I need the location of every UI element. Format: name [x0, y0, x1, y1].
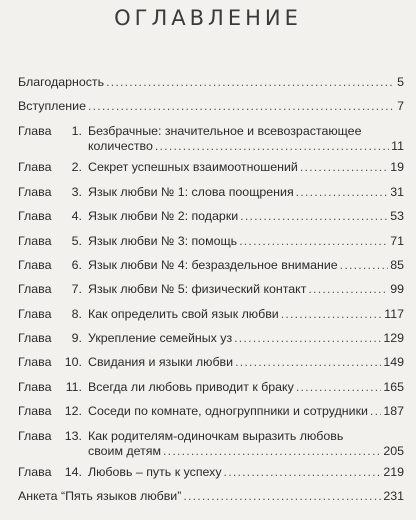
- toc-entry: [18, 75, 404, 90]
- page-number: 231: [383, 489, 404, 503]
- entry-title: Анкета “Пять языков любви”: [18, 489, 182, 503]
- page-number: 149: [383, 355, 404, 369]
- toc-line: [18, 75, 404, 90]
- toc-entry: [18, 307, 404, 322]
- page-number: 71: [390, 234, 404, 248]
- chapter-word: Глава: [18, 124, 52, 138]
- entry-title: Благодарность: [18, 75, 105, 89]
- chapter-number: 8.: [71, 307, 82, 321]
- toc-line: [18, 185, 404, 200]
- page-number: 205: [383, 444, 404, 458]
- dot-leader: [281, 307, 383, 322]
- entry-title: количество: [88, 139, 153, 153]
- entry-title: Вступление: [18, 99, 86, 113]
- dot-leader: [296, 380, 382, 395]
- entry-title: Язык любви № 1: слова поощрения: [88, 185, 294, 199]
- toc-line: [18, 465, 404, 480]
- chapter-number: 14.: [64, 465, 82, 479]
- toc-line: [18, 124, 404, 139]
- page-number: 129: [383, 331, 404, 345]
- dot-leader: [183, 489, 381, 504]
- chapter-number: 3.: [71, 185, 82, 199]
- chapter-word: Глава: [18, 465, 52, 479]
- dot-leader: [308, 282, 388, 297]
- dot-leader: [224, 465, 382, 480]
- chapter-word: Глава: [18, 355, 52, 369]
- entry-title: своим детям: [88, 444, 162, 458]
- toc-line: [18, 99, 404, 114]
- toc-line: [18, 444, 404, 459]
- page-title: ОГЛАВЛЕНИЕ: [114, 6, 302, 30]
- page-number: 99: [390, 282, 404, 296]
- chapter-number: 7.: [71, 282, 82, 296]
- page-number: 19: [390, 160, 404, 174]
- dot-leader: [88, 99, 395, 114]
- chapter-word: Глава: [18, 234, 52, 248]
- chapter-word: Глава: [18, 404, 52, 418]
- toc-line: [18, 331, 404, 346]
- page-number: 117: [384, 307, 404, 321]
- toc-entry: [18, 258, 404, 273]
- page-number: 187: [383, 404, 404, 418]
- dot-leader: [300, 160, 388, 175]
- dot-leader: [340, 258, 389, 273]
- chapter-number: 11.: [65, 380, 82, 394]
- chapter-word: Глава: [18, 429, 52, 443]
- toc-line: [18, 209, 404, 224]
- page-number: 219: [383, 465, 404, 479]
- page-number: 31: [390, 185, 404, 199]
- dot-leader: [155, 139, 389, 154]
- chapter-number: 6.: [71, 258, 82, 272]
- chapter-word: Глава: [18, 307, 52, 321]
- toc-entry: [18, 99, 404, 114]
- dot-leader: [239, 234, 388, 249]
- entry-title: Секрет успешных взаимоотношений: [88, 160, 298, 174]
- page-number: 53: [390, 209, 404, 223]
- page-number: 165: [383, 380, 404, 394]
- toc-entry: [18, 160, 404, 175]
- entry-title: Безбрачные: значительное и всевозрастающее: [88, 124, 362, 138]
- toc-line: [18, 380, 404, 395]
- page-number: 7: [397, 99, 404, 113]
- toc-line: [18, 355, 404, 370]
- dot-leader: [370, 404, 381, 419]
- toc-entry: [18, 282, 404, 297]
- dot-leader: [235, 355, 381, 370]
- chapter-word: Глава: [18, 258, 52, 272]
- toc-entry: [18, 465, 404, 480]
- toc-line: [18, 489, 404, 504]
- entry-title: Свидания и языки любви: [88, 355, 234, 369]
- toc-entry: [18, 355, 404, 370]
- toc-line: [18, 139, 404, 154]
- chapter-number: 13.: [64, 429, 82, 443]
- entry-title: Язык любви № 2: подарки: [88, 209, 239, 223]
- dot-leader: [234, 331, 381, 346]
- entry-title: Как определить свой язык любви: [88, 307, 279, 321]
- chapter-number: 9.: [71, 331, 82, 345]
- chapter-number: 12.: [64, 404, 82, 418]
- entry-title: Язык любви № 5: физический контакт: [88, 282, 307, 296]
- chapter-number: 1.: [71, 124, 82, 138]
- toc-line: [18, 307, 404, 322]
- chapter-number: 5.: [71, 234, 82, 248]
- toc-entry: [18, 124, 404, 154]
- toc-line: [18, 429, 404, 444]
- chapter-number: 10.: [64, 355, 82, 369]
- toc-line: [18, 404, 404, 419]
- chapter-word: Глава: [18, 282, 52, 296]
- toc-entry: [18, 404, 404, 419]
- chapter-word: Глава: [18, 209, 52, 223]
- toc-entry: [18, 185, 404, 200]
- toc-line: [18, 258, 404, 273]
- chapter-word: Глава: [18, 331, 52, 345]
- entry-title: Язык любви № 4: безраздельное внимание: [88, 258, 338, 272]
- toc-line: [18, 282, 404, 297]
- toc-entry: [18, 429, 404, 459]
- dot-leader: [240, 209, 388, 224]
- chapter-number: 2.: [71, 160, 82, 174]
- chapter-word: Глава: [18, 380, 52, 394]
- toc-entry: [18, 489, 404, 504]
- dot-leader: [106, 75, 395, 90]
- toc-line: [18, 234, 404, 249]
- entry-title: Язык любви № 3: помощь: [88, 234, 238, 248]
- page-number: 5: [397, 75, 404, 89]
- chapter-word: Глава: [18, 185, 52, 199]
- chapter-word: Глава: [18, 160, 52, 174]
- toc-entry: [18, 209, 404, 224]
- entry-title: Всегда ли любовь приводит к браку: [88, 380, 294, 394]
- chapter-number: 4.: [71, 209, 82, 223]
- toc-entry: [18, 331, 404, 346]
- entry-title: Укрепление семейных уз: [88, 331, 233, 345]
- entry-title: Любовь – путь к успеху: [88, 465, 222, 479]
- toc-line: [18, 160, 404, 175]
- dot-leader: [296, 185, 389, 200]
- entry-title: Соседи по комнате, одногруппники и сотрудники: [88, 404, 368, 418]
- toc-entry: [18, 380, 404, 395]
- dot-leader: [163, 444, 381, 459]
- page-number: 85: [390, 258, 404, 272]
- page-number: 11: [391, 139, 404, 153]
- toc-entry: [18, 234, 404, 249]
- entry-title: Как родителям-одиночкам выразить любовь: [88, 429, 344, 443]
